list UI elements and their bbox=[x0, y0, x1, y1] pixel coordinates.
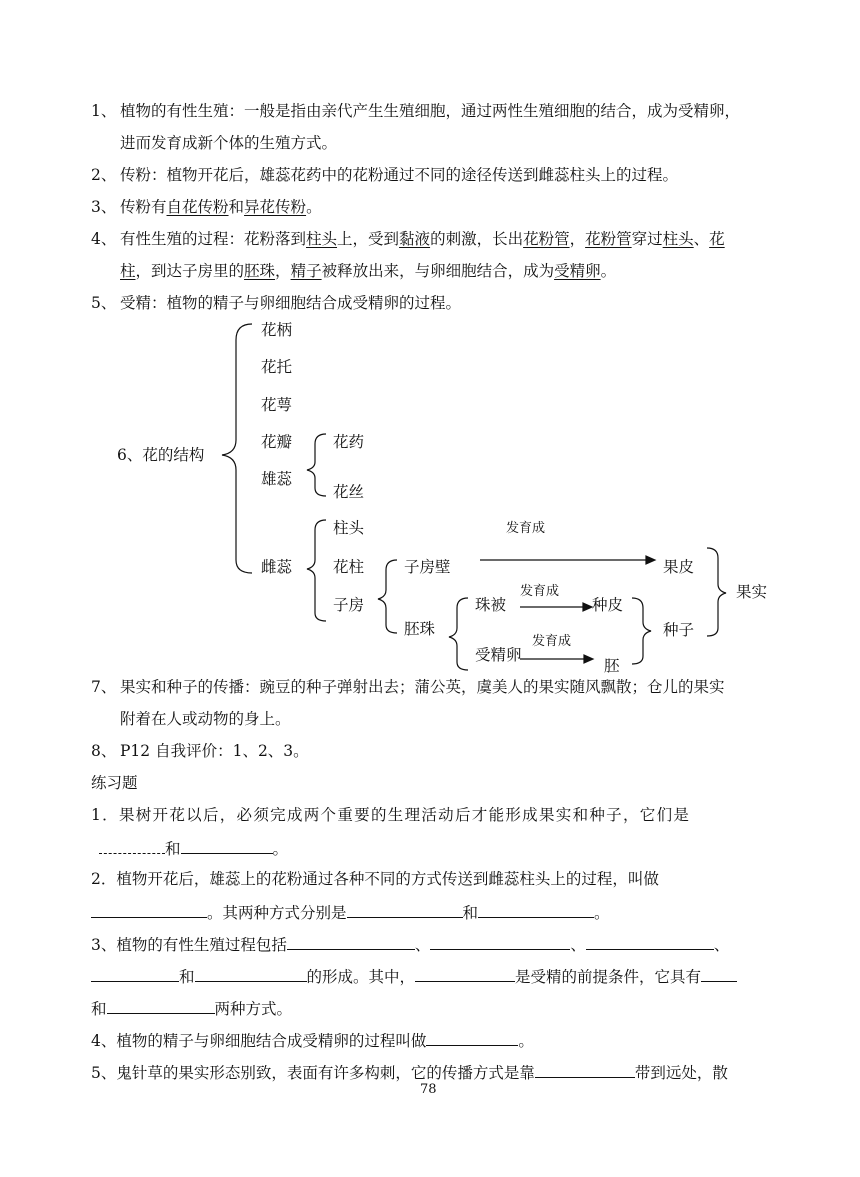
i4-t2: 上，受到 bbox=[337, 230, 400, 248]
item-7-line2: 附着在人或动物的身上。 bbox=[120, 710, 291, 728]
result-seed: 种子 bbox=[663, 621, 695, 639]
arrowhead-zygote bbox=[584, 655, 593, 663]
arrowhead-ovary-wall bbox=[646, 556, 655, 564]
result-embryo: 胚 bbox=[604, 657, 620, 675]
q1-line1: 1．果树开花以后，必须完成两个重要的生理活动后才能形成果实和种子，它们是 bbox=[91, 806, 691, 824]
q2-and: 和 bbox=[462, 904, 479, 922]
i4-pollen-tube-2: 花粉管 bbox=[585, 230, 632, 248]
q1-blank-1[interactable] bbox=[99, 837, 165, 854]
i4-t8: ， bbox=[275, 262, 291, 280]
q3-blank-1[interactable] bbox=[287, 933, 415, 950]
develops-label-2: 发育成 bbox=[520, 584, 560, 599]
part-pedicel: 花柄 bbox=[261, 321, 293, 339]
item-2-number: 2、 bbox=[91, 166, 117, 184]
part-petal: 花瓣 bbox=[261, 433, 293, 451]
exercises-heading: 练习题 bbox=[91, 774, 138, 792]
q3-line3 bbox=[91, 997, 292, 1019]
i4-sperm: 精子 bbox=[290, 262, 322, 280]
q3-two: 两种方式。 bbox=[214, 1000, 293, 1018]
item-3-end: 。 bbox=[306, 198, 322, 216]
q3-blank-8[interactable] bbox=[107, 997, 215, 1014]
develops-label-3: 发育成 bbox=[532, 634, 572, 649]
ovule-integument: 珠被 bbox=[475, 596, 507, 614]
cross-pollination: 异花传粉 bbox=[244, 198, 307, 216]
q2-blank-3[interactable] bbox=[478, 901, 594, 918]
part-stamen: 雄蕊 bbox=[261, 470, 293, 488]
ovary-ovule: 胚珠 bbox=[404, 620, 436, 638]
q4-text: 4、植物的精子与卵细胞结合成受精卵的过程叫做 bbox=[91, 1032, 427, 1050]
q3-and: 和 bbox=[179, 968, 195, 986]
item-2-text: 传粉：植物开花后，雄蕊花药中的花粉通过不同的途径传送到雌蕊柱头上的过程。 bbox=[120, 166, 679, 184]
ovule-brace bbox=[449, 598, 468, 670]
result-seed-coat: 种皮 bbox=[592, 596, 624, 614]
i4-t3: 的刺激，长出 bbox=[430, 230, 524, 248]
q3-sep-2: 、 bbox=[570, 936, 586, 954]
result-pericarp: 果皮 bbox=[663, 558, 695, 576]
part-pistil: 雌蕊 bbox=[261, 558, 293, 576]
q1-line2 bbox=[99, 837, 288, 859]
i4-t10: 。 bbox=[600, 262, 617, 280]
item-8-number: 8、 bbox=[91, 742, 117, 760]
arrowhead-integument bbox=[583, 603, 592, 611]
q3-form: 的形成。其中， bbox=[306, 968, 416, 986]
q2-blank-1[interactable] bbox=[91, 901, 207, 918]
ovary-brace bbox=[378, 560, 397, 633]
q5-blank[interactable] bbox=[535, 1061, 635, 1078]
part-receptacle: 花托 bbox=[261, 358, 293, 376]
q4-blank[interactable] bbox=[426, 1029, 518, 1046]
main-brace bbox=[222, 324, 252, 573]
q4-end: 。 bbox=[518, 1032, 534, 1050]
seed-brace bbox=[632, 598, 651, 664]
q3-text: 3、植物的有性生殖过程包括 bbox=[91, 936, 287, 954]
q2-blank-2[interactable] bbox=[347, 901, 463, 918]
self-pollination: 自花传粉 bbox=[166, 198, 229, 216]
q3-line1 bbox=[91, 933, 729, 955]
item-1-number: 1、 bbox=[91, 102, 117, 120]
item-3-prefix: 传粉有 bbox=[120, 198, 167, 216]
item-7-line1: 果实和种子的传播：豌豆的种子弹射出去；蒲公英，虞美人的果实随风飘散；仓儿的果实 bbox=[120, 678, 725, 696]
pistil-stigma: 柱头 bbox=[333, 519, 365, 537]
q3-line2 bbox=[91, 965, 737, 987]
q2-line2 bbox=[91, 901, 610, 923]
q5-text-a: 5、鬼针草的果实形态别致，表面有许多构刺，它的传播方式是靠 bbox=[91, 1064, 535, 1082]
result-fruit: 果实 bbox=[736, 583, 768, 601]
item-1-line1: 植物的有性生殖：一般是指由亲代产生生殖细胞，通过两性生殖细胞的结合，成为受精卵， bbox=[120, 102, 741, 120]
item-3-number: 3、 bbox=[91, 198, 117, 216]
i4-ovule: 胚珠 bbox=[244, 262, 276, 280]
q1-blank-2[interactable] bbox=[181, 837, 273, 854]
i4-style-b: 柱 bbox=[120, 262, 136, 280]
i4-t1: 有性生殖的过程：花粉落到 bbox=[120, 230, 307, 248]
i4-t4: ， bbox=[569, 230, 586, 248]
q3-blank-3[interactable] bbox=[586, 933, 714, 950]
item-8-text: P12 自我评价：1、2、3。 bbox=[120, 742, 309, 760]
pistil-ovary: 子房 bbox=[333, 596, 365, 614]
q2-end: 。 bbox=[594, 904, 610, 922]
i4-t5: 穿过 bbox=[631, 230, 663, 248]
i4-style-a: 花 bbox=[709, 230, 725, 248]
i4-stigma: 柱头 bbox=[306, 230, 338, 248]
part-sepal: 花萼 bbox=[261, 396, 293, 414]
q3-blank-5[interactable] bbox=[195, 965, 307, 982]
q3-sep-1: 、 bbox=[414, 936, 431, 954]
q4-line bbox=[91, 1029, 534, 1051]
q5-text-b: 带到远处，散 bbox=[634, 1064, 728, 1082]
i4-t7: ，到达子房里的 bbox=[135, 262, 245, 280]
stamen-filament: 花丝 bbox=[333, 483, 365, 501]
tree-root: 6、花的结构 bbox=[117, 446, 205, 464]
q3-blank-7[interactable] bbox=[701, 965, 737, 982]
item-4-number: 4、 bbox=[91, 230, 117, 248]
i4-t6: 、 bbox=[693, 230, 710, 248]
item-1-line2: 进而发育成新个体的生殖方式。 bbox=[120, 134, 338, 152]
i4-t9: 被释放出来，与卵细胞结合，成为 bbox=[321, 262, 555, 280]
i4-stigma-2: 柱头 bbox=[662, 230, 694, 248]
q5-line bbox=[91, 1061, 728, 1083]
stamen-brace bbox=[307, 434, 326, 496]
q3-blank-4[interactable] bbox=[91, 965, 179, 982]
ovary-wall: 子房壁 bbox=[404, 558, 451, 576]
item-3-and: 和 bbox=[228, 198, 245, 216]
q3-blank-2[interactable] bbox=[430, 933, 570, 950]
q1-end: 。 bbox=[272, 840, 289, 858]
item-5-number: 5、 bbox=[91, 294, 117, 312]
i4-pollen-tube: 花粉管 bbox=[523, 230, 570, 248]
pistil-brace bbox=[307, 520, 326, 621]
pistil-style: 花柱 bbox=[333, 558, 365, 576]
q3-and-2: 和 bbox=[91, 1000, 107, 1018]
ovule-zygote: 受精卵 bbox=[475, 646, 522, 664]
fruit-brace bbox=[707, 548, 726, 636]
item-5-text: 受精：植物的精子与卵细胞结合成受精卵的过程。 bbox=[120, 294, 462, 312]
q3-cond: 是受精的前提条件，它具有 bbox=[515, 968, 702, 986]
page-number: 78 bbox=[420, 1082, 437, 1097]
q3-sep-3: 、 bbox=[713, 936, 730, 954]
q1-and: 和 bbox=[165, 840, 181, 858]
item-7-number: 7、 bbox=[91, 678, 117, 696]
i4-zygote: 受精卵 bbox=[554, 262, 601, 280]
q3-blank-6[interactable] bbox=[415, 965, 515, 982]
q2-mid: 。其两种方式分别是 bbox=[207, 904, 347, 922]
develops-label-1: 发育成 bbox=[506, 521, 546, 536]
q2-line1: 2．植物开花后，雄蕊上的花粉通过各种不同的方式传送到雌蕊柱头上的过程，叫做 bbox=[91, 870, 659, 888]
i4-mucus: 黏液 bbox=[399, 230, 431, 248]
stamen-anther: 花药 bbox=[333, 433, 365, 451]
